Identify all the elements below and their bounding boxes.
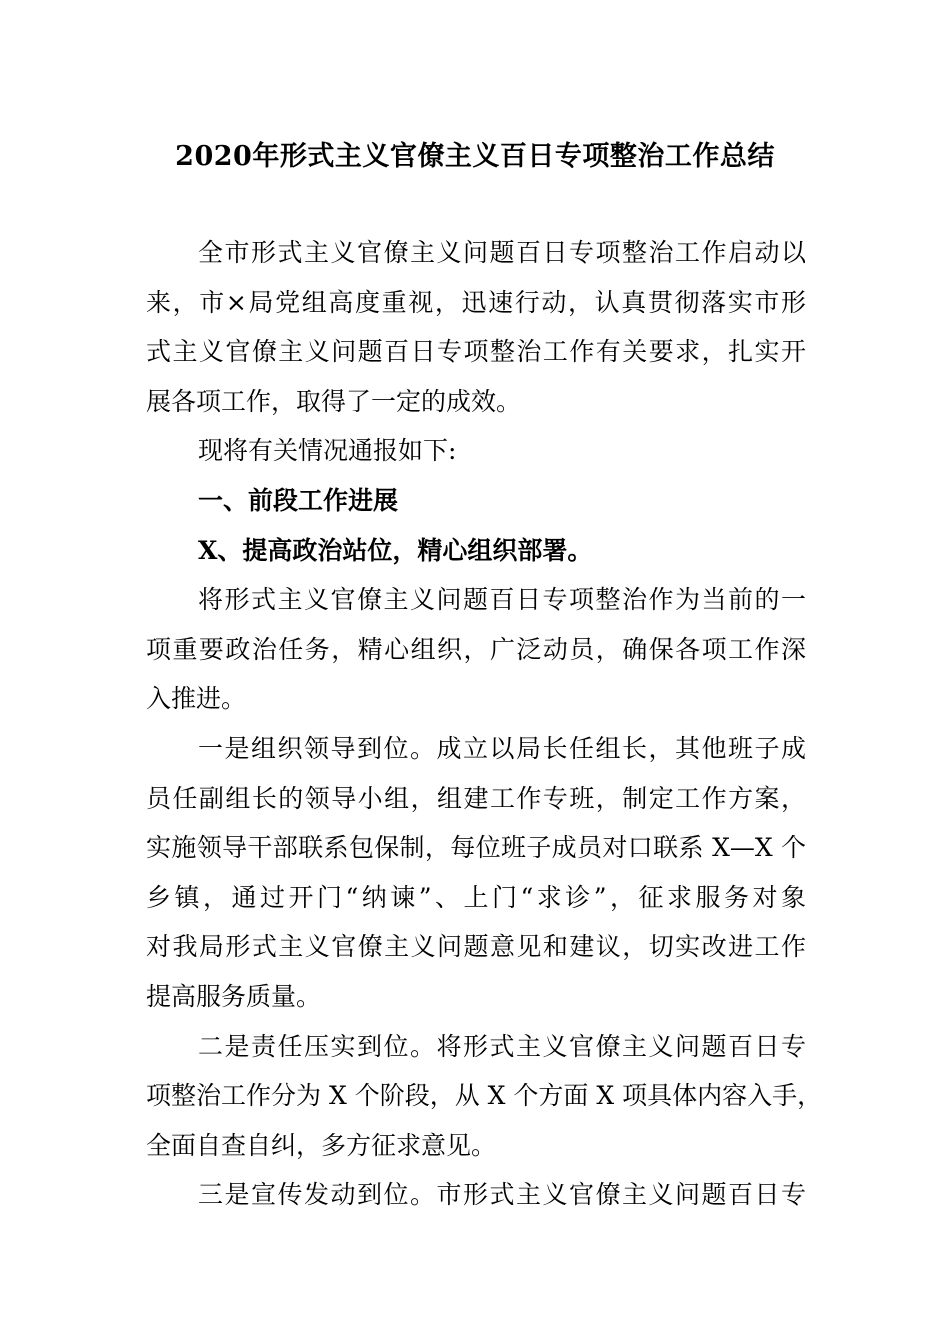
paragraph-leadership-line-4: 乡镇，通过开门“纳谏”、上门“求诊”，征求服务对象	[146, 882, 806, 912]
document-body	[146, 228, 823, 1220]
paragraph-intro-line-4: 展各项工作，取得了一定的成效。	[146, 386, 522, 416]
paragraph-intro-line-1: 全市形式主义官僚主义问题百日专项整治工作启动以	[198, 238, 806, 267]
paragraph-responsibility-line-3: 全面自查自纠，多方征求意见。	[146, 1130, 497, 1160]
section-heading: 一、前段工作进展	[198, 485, 399, 515]
paragraph-publicity-line-1: 三是宣传发动到位。市形式主义官僚主义问题百日专	[198, 1180, 806, 1210]
paragraph-report-line: 现将有关情况通报如下:	[198, 436, 457, 466]
subsection-heading: X、提高政治站位，精心组织部署。	[198, 535, 593, 565]
document-title: 2020年形式主义官僚主义百日专项整治工作总结	[175, 141, 775, 172]
paragraph-task-line-3: 入推进。	[146, 684, 247, 714]
paragraph-leadership-line-5: 对我局形式主义官僚主义问题意见和建议，切实改进工作	[146, 932, 806, 962]
paragraph-leadership-line-1: 一是组织领导到位。成立以局长任组长，其他班子成	[198, 733, 806, 763]
paragraph-leadership-line-3: 实施领导干部联系包保制，每位班子成员对口联系 X—X 个	[146, 833, 806, 863]
paragraph-leadership-line-6: 提高服务质量。	[146, 981, 322, 1011]
paragraph-task-line-2: 项重要政治任务，精心组织，广泛动员，确保各项工作深	[146, 634, 806, 664]
paragraph-leadership-line-2: 员任副组长的领导小组，组建工作专班，制定工作方案，	[146, 783, 806, 813]
paragraph-task-line-1: 将形式主义官僚主义问题百日专项整治作为当前的一	[198, 585, 806, 615]
paragraph-intro-line-3: 式主义官僚主义问题百日专项整治工作有关要求，扎实开	[146, 337, 806, 367]
paragraph-responsibility-line-1: 二是责任压实到位。将形式主义官僚主义问题百日专	[198, 1031, 806, 1061]
paragraph-intro-line-2: 来，市×局党组高度重视，迅速行动，认真贯彻落实市形	[146, 287, 806, 317]
paragraph-responsibility-line-2: 项整治工作分为 X 个阶段，从 X 个方面 X 项具体内容入手，	[146, 1081, 823, 1111]
